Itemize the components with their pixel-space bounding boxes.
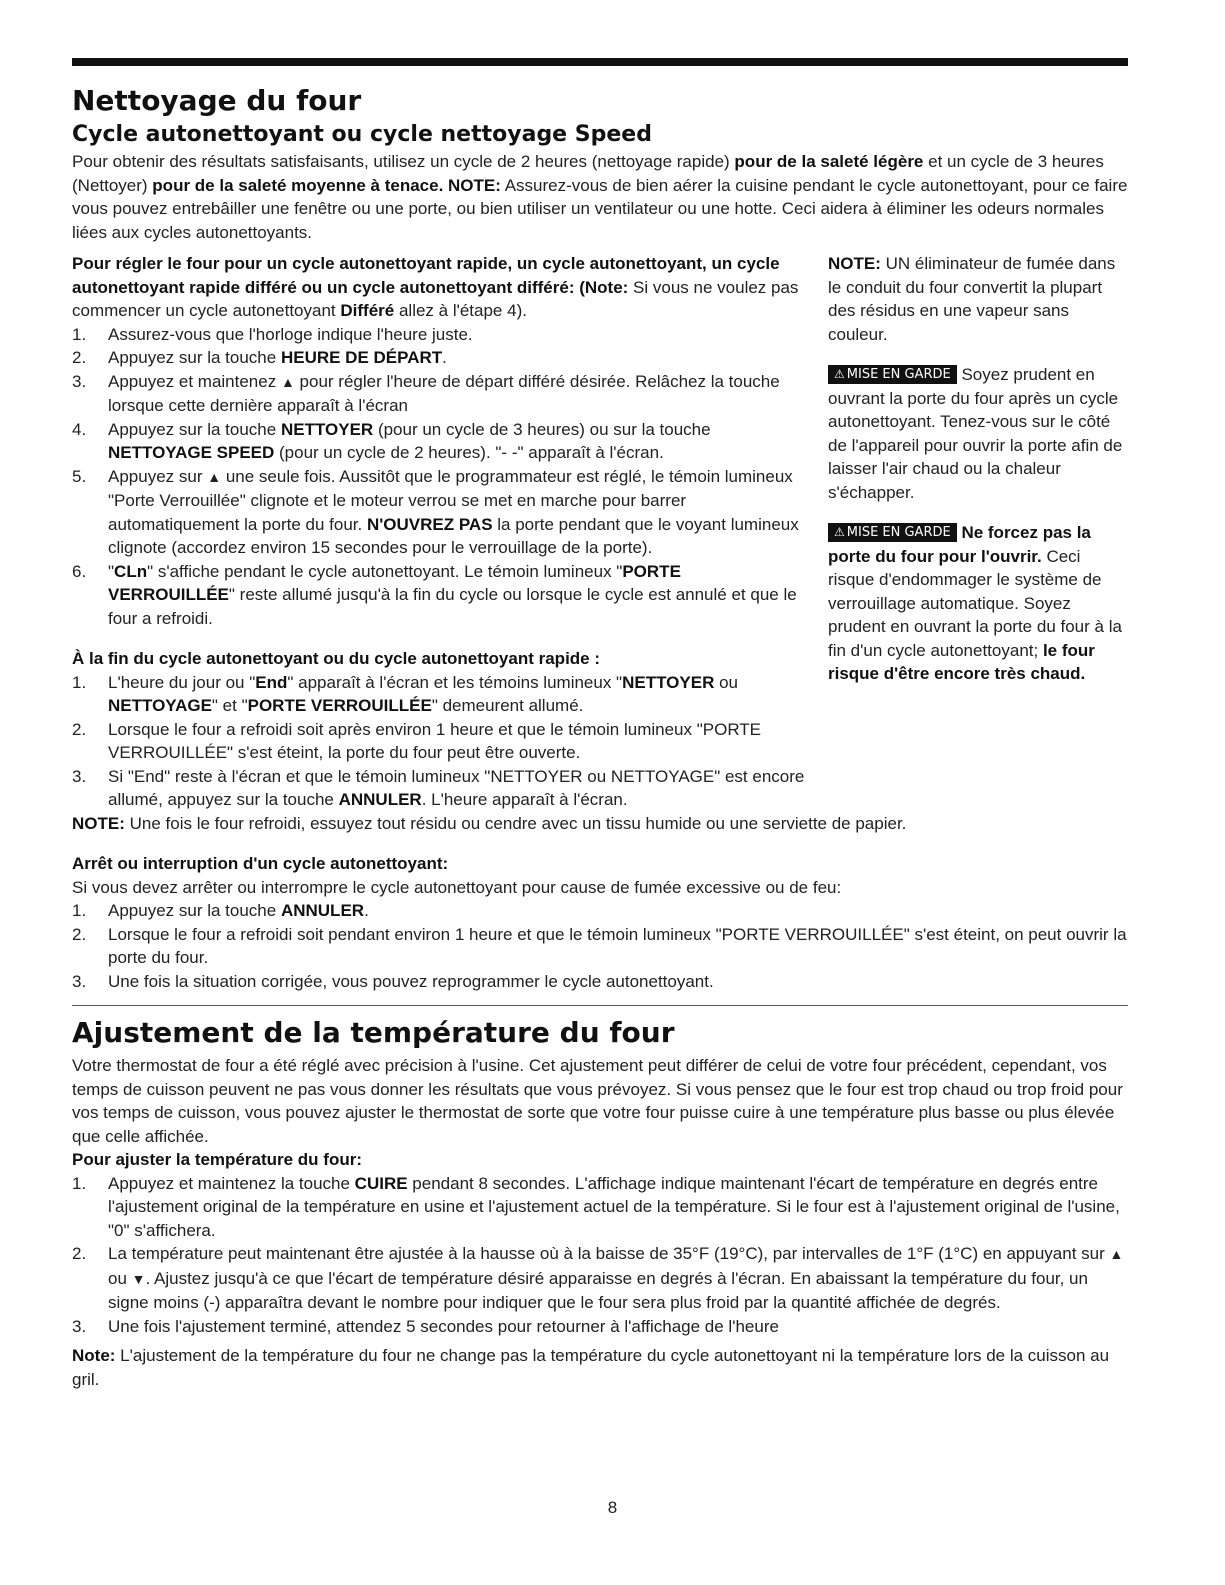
list-item: 2. Lorsque le four a refroidi soit après environ 1 heure et que le témoin lumineux "PORTE VERROUILLÉE" s'est éteint, la porte du four peut être ouverte.	[72, 719, 762, 762]
up-arrow-icon: ▲	[207, 468, 222, 485]
warning-badge: ⚠ MISE EN GARDE	[828, 365, 957, 384]
set-steps-list	[72, 323, 812, 631]
up-arrow-icon: ▲	[280, 373, 295, 390]
list-item: 2. La température peut maintenant être ajustée à la hausse où à la baisse de 35°F (19°C), par intervalles de 1°F (1°C) en appuyant sur ▲ ou ▼. Ajustez jusqu'à ce que l'écart de température désiré apparaisse en degrés à l'écran. En abaissant la température du four, un signe moins (-) apparaîtra devant le nombre pour indiquer que le four sera plus froid par la quantité affichée de degrés.	[72, 1244, 1124, 1312]
warning-triangle-icon: ⚠	[834, 367, 845, 381]
warning-triangle-icon: ⚠	[834, 525, 845, 539]
list-item: 2. Lorsque le four a refroidi soit pendant environ 1 heure et que le témoin lumineux "PORTE VERROUILLÉE" s'est éteint, on peut ouvrir la porte du four.	[72, 924, 1127, 967]
instructions-column	[72, 252, 812, 812]
sidebar-note: NOTE: UN éliminateur de fumée dans le conduit du four convertit la plupart des résidus en une vapeur sans couleur.	[828, 254, 1116, 344]
list-item: 3. Si "End" reste à l'écran et que le témoin lumineux "NETTOYER ou NETTOYAGE" est encore allumé, appuyez sur la touche ANNULER. L'heure apparaît à l'écran.	[72, 766, 805, 809]
cleaning-intro: Pour obtenir des résultats satisfaisants, utilisez un cycle de 2 heures (nettoyage rapide) pour de la saleté légère et un cycle de 3 heures (Nettoyer) pour de la saleté moyenne à tenace. NOTE: Assurez-vous de bien aérer la cuisine pendant le cycle autonettoyant, pour ce faire vous pouvez entrebâiller une fenêtre ou une porte, ou bien utiliser un ventilateur ou une hotte. Ceci aidera à éliminer les odeurs normales liées aux cycles autonettoyants.	[72, 152, 1128, 242]
section-title-temperature: Ajustement de la température du four	[72, 1016, 675, 1049]
temperature-steps-list	[72, 1172, 1128, 1339]
list-item: 5. Appuyez sur ▲ une seule fois. Aussitôt que le programmateur est réglé, le témoin lumineux "Porte Verrouillée" clignote et le moteur verrou se met en marche pour barrer automatiquement la porte du four. N'OUVREZ PAS la porte pendant que le voyant lumineux clignote (accordez environ 15 secondes pour le verrouillage de la porte).	[72, 466, 799, 557]
end-steps-list	[72, 671, 812, 812]
list-item: 1. Assurez-vous que l'horloge indique l'heure juste.	[72, 324, 473, 344]
cleaning-note: NOTE: Une fois le four refroidi, essuyez tout résidu ou cendre avec un tissu humide ou une serviette de papier.	[72, 813, 907, 833]
end-cycle-heading: À la fin du cycle autonettoyant ou du cycle autonettoyant rapide :	[72, 649, 601, 668]
warning-badge: ⚠ MISE EN GARDE	[828, 523, 957, 542]
temperature-intro: Votre thermostat de four a été réglé avec précision à l'usine. Cet ajustement peut différer de celui de votre four précédent, cependant, vos temps de cuisson peuvent ne pas vous donner les résultats que vous prévoyez. Si vous pensez que le four est trop chaud ou trop froid pour vos temps de cuisson, vous pouvez ajuster le thermostat de sorte que votre four puisse cuire à une température plus basse ou plus élevée que celle affichée.	[72, 1056, 1123, 1146]
list-item: 1. Appuyez sur la touche ANNULER.	[72, 901, 369, 920]
stop-steps-list	[72, 899, 1128, 993]
section-subtitle-self-clean: Cycle autonettoyant ou cycle nettoyage Speed	[72, 122, 652, 147]
list-item: 2. Appuyez sur la touche HEURE DE DÉPART.	[72, 348, 447, 367]
top-rule	[72, 58, 1128, 66]
list-item: 4. Appuyez sur la touche NETTOYER (pour un cycle de 3 heures) ou sur la touche NETTOYAGE SPEED (pour un cycle de 2 heures). "- -" apparaît à l'écran.	[72, 419, 711, 462]
stop-cycle-heading: Arrêt ou interruption d'un cycle autonettoyant:	[72, 854, 449, 873]
down-arrow-icon: ▼	[131, 1270, 146, 1287]
section-divider	[72, 1005, 1128, 1006]
two-column-block	[72, 252, 1128, 812]
warning-block-2: ⚠ MISE EN GARDE Ne forcez pas la porte du four pour l'ouvrir. Ceci risque d'endommager le système de verrouillage automatique. Soyez prudent en ouvrant la porte du four à la fin d'un cycle autonettoyant; le four risque d'être encore très chaud.	[828, 523, 1122, 683]
stop-cycle-intro: Si vous devez arrêter ou interrompre le cycle autonettoyant pour cause de fumée excessive ou de feu:	[72, 877, 842, 897]
list-item: 1. Appuyez et maintenez la touche CUIRE pendant 8 secondes. L'affichage indique maintenant l'écart de température en degrés entre l'ajustement original de la température en usine et l'ajustement actuel de la température. Si le four est à l'ajustement original de l'usine, "0" s'affichera.	[72, 1173, 1120, 1240]
list-item: 3. Appuyez et maintenez ▲ pour régler l'heure de départ différé désirée. Relâchez la touche lorsque cette dernière apparaît à l'écran	[72, 371, 780, 415]
section-title-cleaning: Nettoyage du four	[72, 84, 362, 117]
list-item: 3. Une fois l'ajustement terminé, attendez 5 secondes pour retourner à l'affichage de l'heure	[72, 1316, 779, 1336]
list-item: 1. L'heure du jour ou "End" apparaît à l'écran et les témoins lumineux "NETTOYER ou NETTOYAGE" et "PORTE VERROUILLÉE" demeurent allumé.	[72, 672, 739, 715]
adjust-temperature-heading: Pour ajuster la température du four:	[72, 1150, 362, 1169]
list-item: 3. Une fois la situation corrigée, vous pouvez reprogrammer le cycle autonettoyant.	[72, 971, 714, 991]
page	[72, 58, 1128, 1391]
temperature-note: Note: L'ajustement de la température du four ne change pas la température du cycle autonettoyant ni la température lors de la cuisson au gril.	[72, 1346, 1110, 1389]
list-item: 6. "CLn" s'affiche pendant le cycle autonettoyant. Le témoin lumineux "PORTE VERROUILLÉE" reste allumé jusqu'à la fin du cycle ou lorsque le cycle est annulé et que le four a refroidi.	[72, 561, 797, 628]
page-number: 8	[607, 1498, 618, 1517]
warning-block-1: ⚠ MISE EN GARDE Soyez prudent en ouvrant la porte du four après un cycle autonettoyant. Tenez-vous sur le côté de l'appareil pour ouvrir la porte afin de laisser l'air chaud ou la chaleur s'échapper.	[828, 365, 1123, 502]
sidebar-column	[812, 252, 1128, 812]
set-oven-heading: Pour régler le four pour un cycle autonettoyant rapide, un cycle autonettoyant, un cycle autonettoyant rapide différé ou un cycle autonettoyant différé: (Note: Si vous ne voulez pas commencer un cycle autonettoyant Différé allez à l'étape 4).	[72, 254, 799, 320]
up-arrow-icon: ▲	[1109, 1246, 1124, 1262]
